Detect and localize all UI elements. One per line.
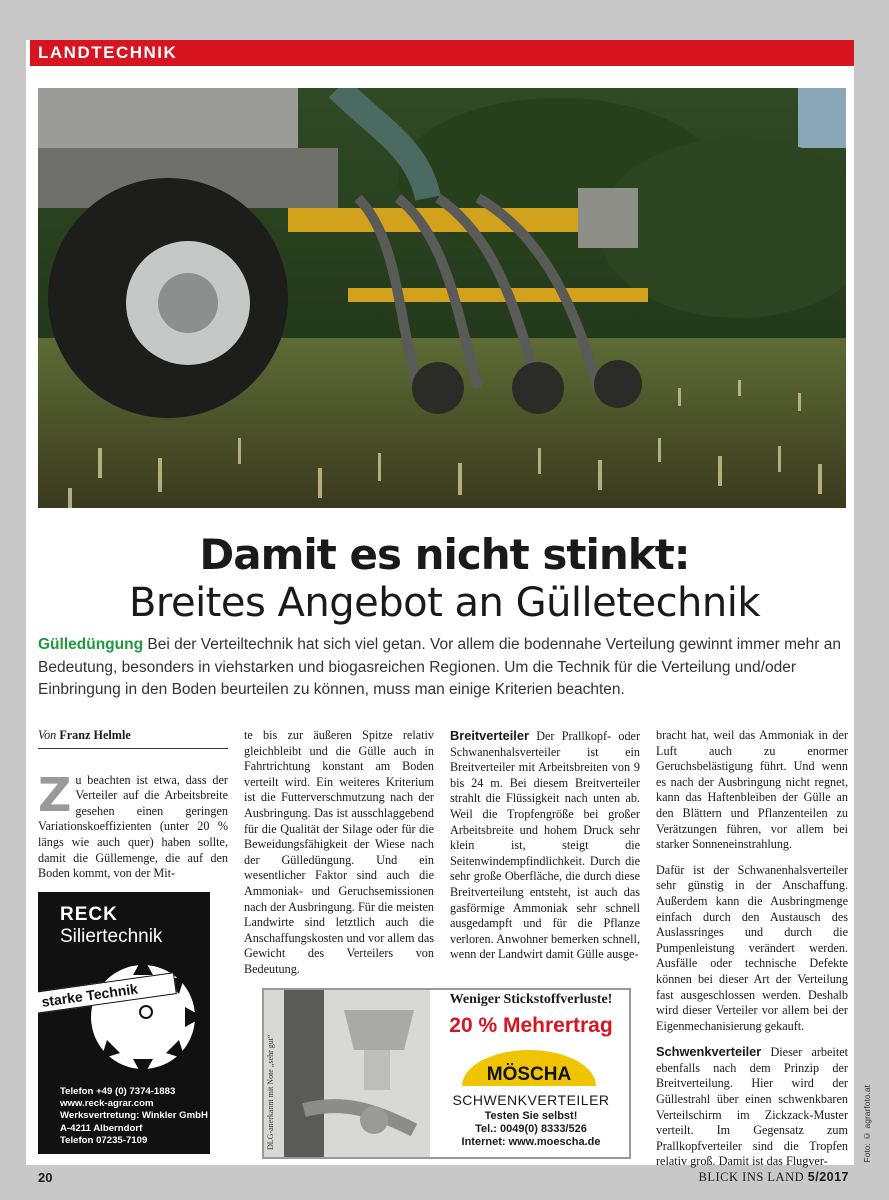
ad-moscha-cta: Testen Sie selbst!: [484, 1110, 578, 1122]
ad-reck-phone: Telefon +49 (0) 7374-1883: [60, 1086, 176, 1097]
column-4: [656, 728, 848, 1180]
body-text: Dieser arbeitet ebenfalls nach dem Prinzip der Breitverteilung. Hier wird der Güllestrahl über einen schwenkbaren Verteilschirm im Zickzack-Muster verteilt. Im Gegensatz zum Prallkopfverteiler sind die Tropfen relativ groß. Damit ist das Flugver-: [656, 1045, 848, 1169]
ad-reck-web[interactable]: www.reck-agrar.com: [60, 1098, 154, 1110]
body-text: u beachten ist etwa, dass der Verteiler auf die Arbeitsbreite gesehen einen geringen Variationskoeffizienten (unter 20 % längs wie auch quer) haben sollte, damit die Güllemenge, die auf den Boden kommt, von der Mit-: [38, 772, 228, 881]
lead-paragraph: [38, 634, 848, 702]
ad-moscha-offer: 20 % Mehrertrag: [449, 1014, 613, 1037]
ad-moscha-tel: Tel.: 0049(0) 8333/526: [475, 1123, 587, 1135]
photo-credit: Foto: © agrarfoto.at: [862, 1085, 872, 1163]
ad-moscha-brand: MÖSCHA: [486, 1064, 572, 1085]
lead-text: Bei der Verteiltechnik hat sich viel getan. Vor allem die bodennahe Verteilung gewinnt immer mehr an Bedeutung, besonders in viehstarken und biogasreichen Regionen. Um die Technik für die Verteilung und/oder Einbringung in den Boden beurteilen zu können, muss man einige Kriterien beachten.: [38, 636, 841, 698]
section-bar: [30, 40, 854, 66]
ad-reck-city: A-4211 Alberndorf: [60, 1122, 143, 1134]
body-text: Der Prallkopf- oder Schwanenhalsverteiler ist ein Breitverteiler mit Arbeitsbreiten von 9 bis 24 m. Bei diesem Breitverteiler strahlt die Flüssigkeit nach unten ab. Weil die Tropfengröße bei großer Arbeitsbreite und hohem Druck sehr klein ist, steigt die Seitenwindempfindlichkeit. Durch die sehr große Oberfläche, die durch diese Breitverteilung entsteht, ist auch das gasförmige Ammoniak sehr schnell ausgedampft und für die Pflanze verloren. Anwohner bemerken schnell, wenn der Landwirt damit Gülle ausge-: [450, 729, 641, 962]
body-paragraph: bracht hat, weil das Ammoniak in der Luft auch zu enormer Geruchsbelästigung führt. Und wenn es nach der Ausbringung nicht regnet, kann das Haftenbleiben der Gülle an den Blättern und Pflanzenteilen zu Verätzungen führen, vor allem bei starker Sonneneinstrahlung.: [656, 728, 848, 852]
slurry-spreader-photo: [38, 88, 846, 508]
ad-moscha-product: SCHWENKVERTEILER: [452, 1092, 610, 1108]
ad-moscha[interactable]: [262, 988, 631, 1159]
page-number: 20: [38, 1170, 53, 1185]
footer-magazine: [699, 1170, 849, 1185]
hero-photo: [38, 88, 846, 508]
body-paragraph: [450, 728, 640, 963]
subheading-breitverteiler: Breitverteiler: [450, 728, 529, 743]
ad-moscha-photo: [264, 990, 430, 1157]
ad-moscha-logo: [454, 1046, 604, 1090]
column-1: [38, 728, 228, 892]
ad-reck[interactable]: [38, 892, 210, 1154]
byline: [38, 728, 228, 749]
column-2: [244, 728, 434, 988]
ad-moscha-side-text: DLG-anerkannt mit Note „sehr gut“: [266, 1034, 275, 1150]
ad-moscha-contact: [436, 1110, 626, 1149]
ad-reck-brand: RECK: [60, 904, 118, 925]
subheadline: Breites Angebot an Gülletechnik: [128, 580, 761, 626]
ad-reck-slogan: starke Technik: [38, 972, 177, 1014]
dropcap: Z: [38, 767, 72, 822]
ad-reck-contact: [60, 1086, 208, 1147]
lead-keyword: Gülledüngung: [38, 636, 144, 653]
body-paragraph: Dafür ist der Schwanenhalsverteiler sehr günstig in der Anschaffung. Außerdem kann die Ausbringmenge einfach durch den Austausch des Auslassringes und durch die Pumpenleistung verändert werden. Ausfälle oder technische Defekte können bei dieser Art der Verteilung fast ausgeschlossen werden. Deshalb wird dieser Verteiler vor allem bei der Eigenmechanisierung gekauft.: [656, 862, 848, 1033]
byline-prefix: Von: [38, 728, 57, 742]
ad-reck-rep: Werksvertretung: Winkler GmbH: [60, 1110, 208, 1122]
headline: Damit es nicht stinkt:: [199, 530, 690, 579]
body-paragraph: [38, 767, 228, 882]
subheading-schwenkverteiler: Schwenkverteiler: [656, 1044, 762, 1060]
ad-reck-gear-icon: [78, 952, 208, 1082]
byline-author: Franz Helmle: [59, 728, 131, 742]
magazine-name: BLICK INS LAND: [698, 1170, 805, 1184]
body-paragraph: te bis zur äußeren Spitze relativ gleichbleibt und die Gülle auch in Fahrtrichtung konstant am Boden verteilt wird. Ein weiteres Kriterium ist die Futterverschmutzung nach der Ausbringung. Das ist ausschlaggebend für die Qualität der Silage oder für die Beweidungsfähigkeit der Wiese nach der Gülledüngung. Und ein wesentlicher Faktor sind auch die Ammoniak- und Geruchsemissionen nach der Ausbringung. Für die meisten Landwirte sind letztlich auch die Anschaffungskosten und vor allem das Gewicht des Verteilers von Bedeutung.: [244, 728, 434, 976]
ad-moscha-web[interactable]: Internet: www.moescha.de: [461, 1136, 601, 1148]
ad-reck-product: Siliertechnik: [60, 926, 163, 947]
body-paragraph: [656, 1044, 848, 1170]
section-label: LANDTECHNIK: [38, 43, 178, 62]
ad-reck-phone2: Telefon 07235-7109: [60, 1134, 148, 1146]
swivel-spreader-image: [264, 990, 430, 1157]
magazine-issue: 5/2017: [807, 1170, 849, 1184]
ad-moscha-headline: Weniger Stickstoffverluste!: [449, 992, 613, 1007]
column-3: [450, 728, 640, 973]
